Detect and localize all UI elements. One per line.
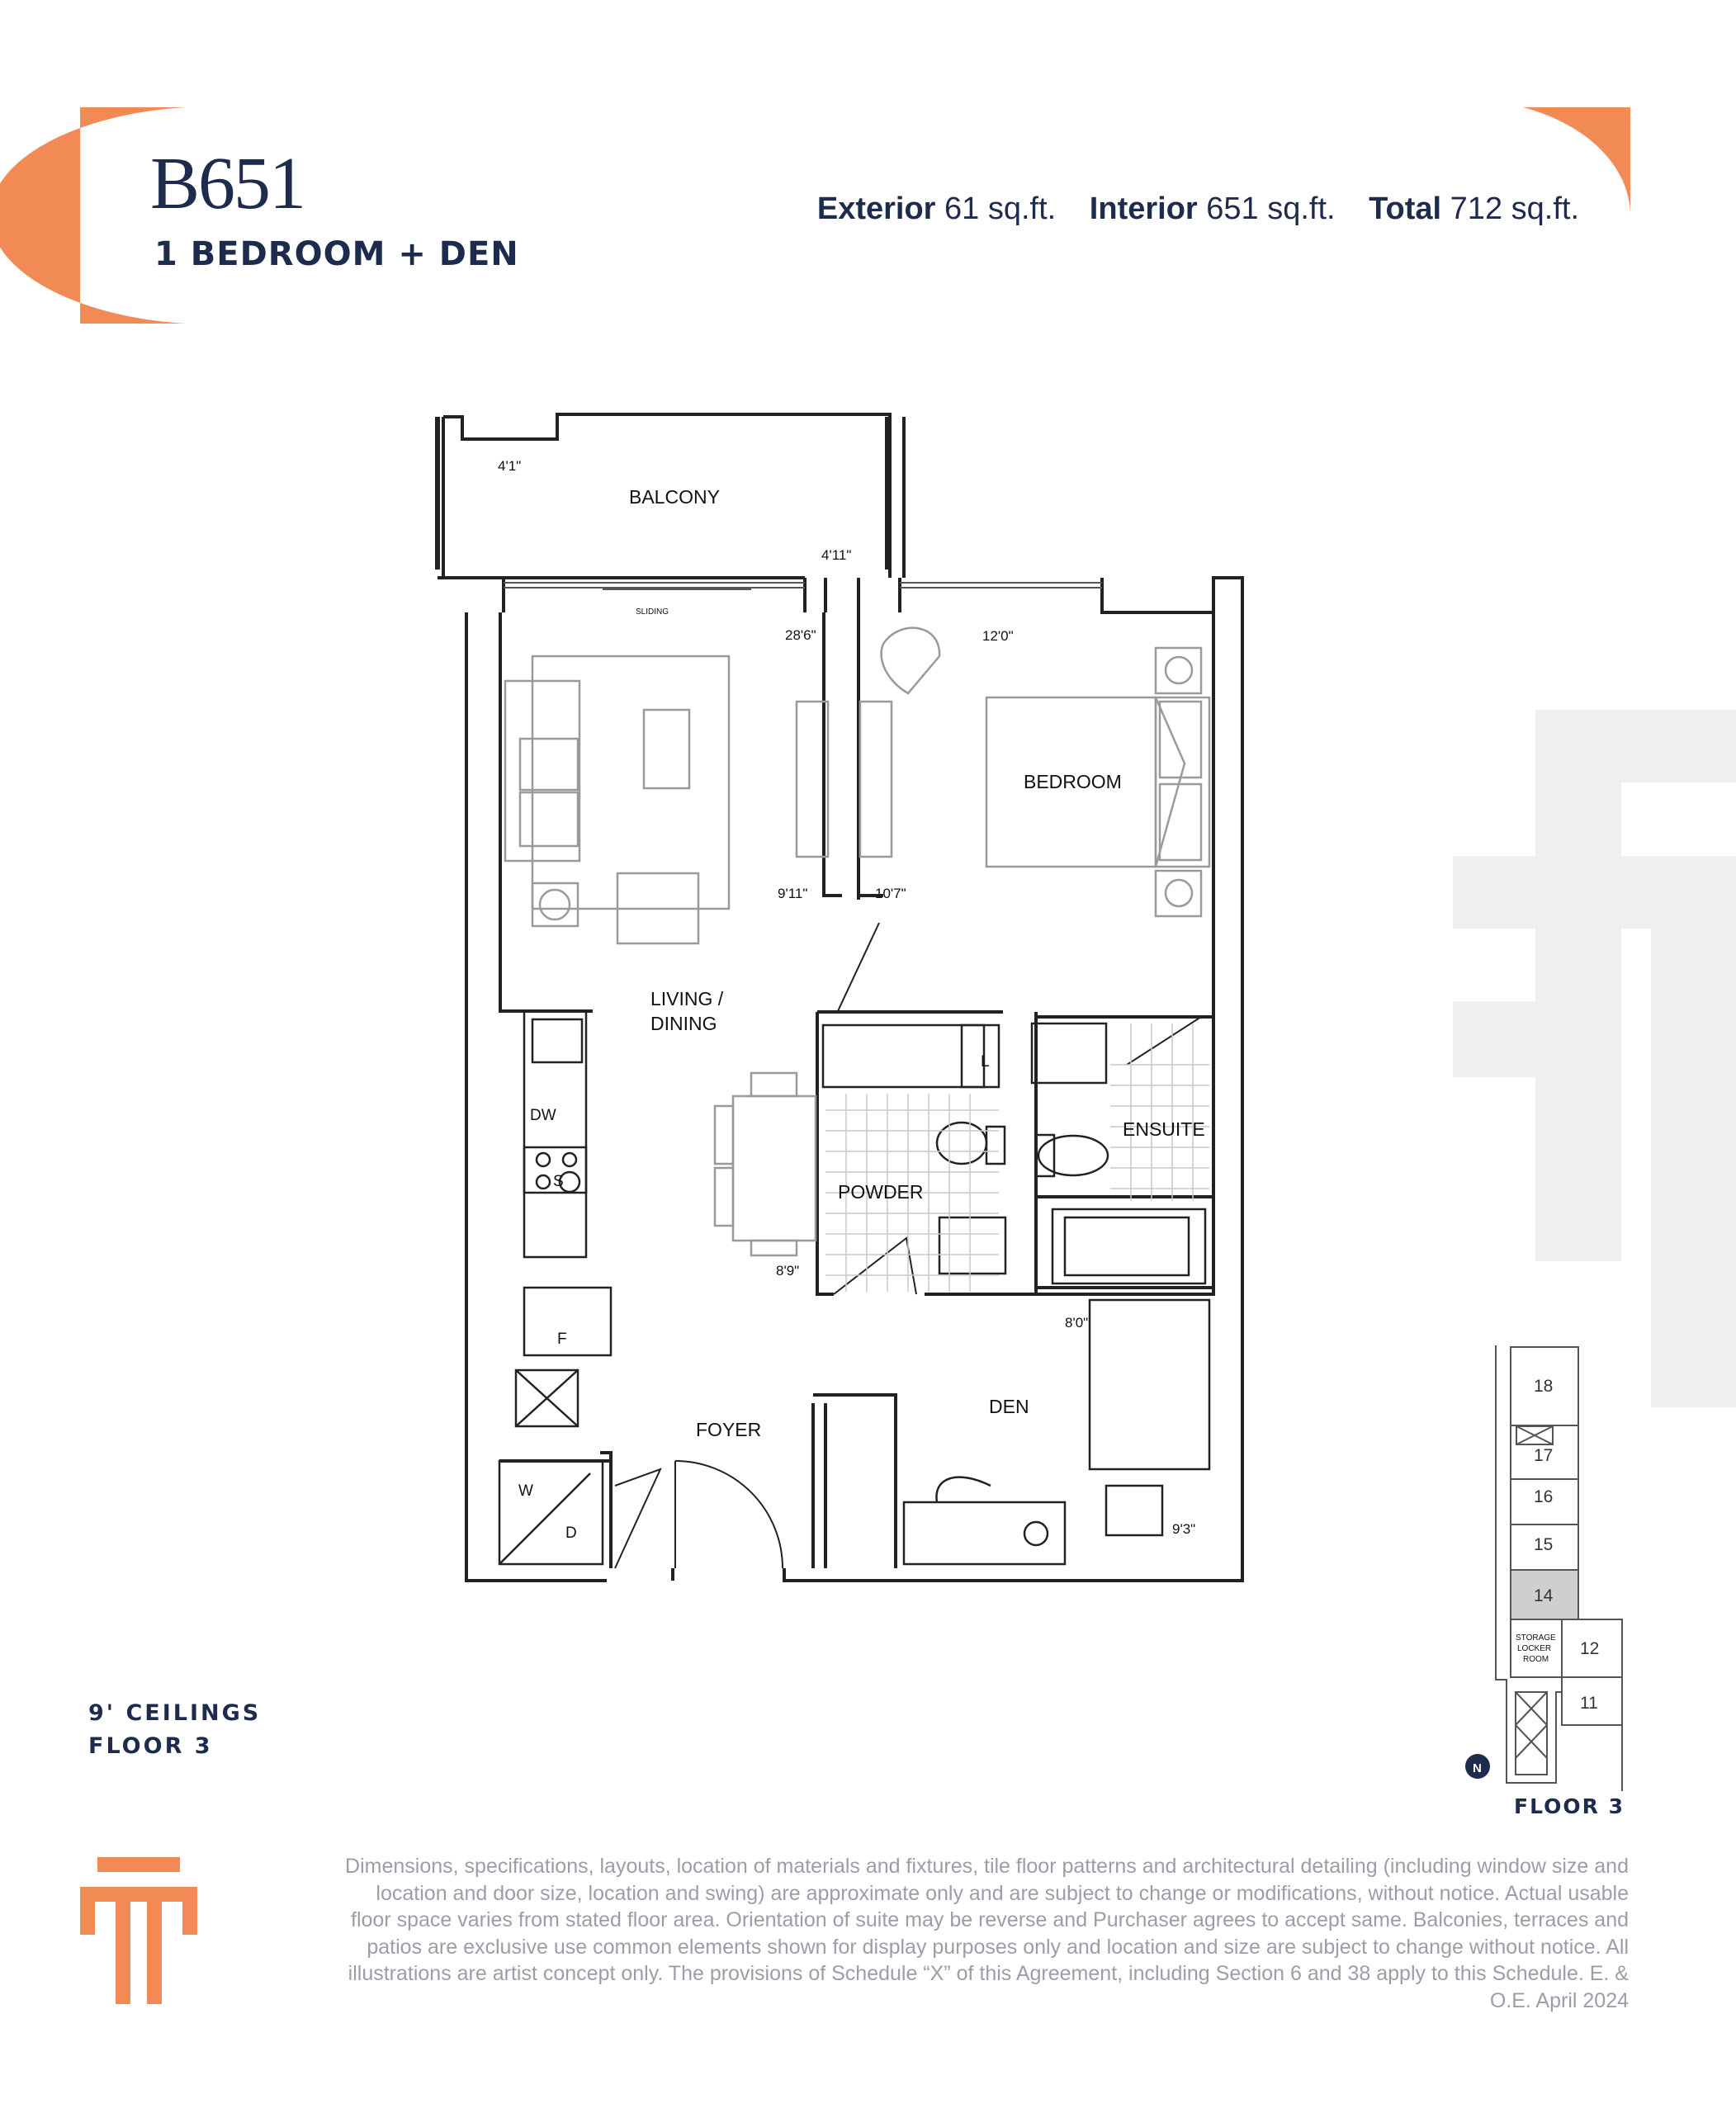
area-total-value: 712 sq.ft. [1450,191,1579,226]
disclaimer-text: Dimensions, specifications, layouts, location of materials and fixtures, tile floor patterns and architectural detailing (including window size and location and door size, location and swing) are approximate only and are subject to change or modifications, without notice. Actual usable floor space varies from stated floor area. Orientation of suite may be reverse and Purchaser agrees to accept same. Balconies, terraces and patios are exclusive use common elements shown for display purposes only and location and size are subject to change without notice. All illustrations are artist concept only. The provisions of Schedule “X” of this Agreement, including Section 6 and 38 apply to this Schedule. E. & O.E. April 2024 [345,1855,1629,2012]
dim-den-length: 8'0" [1065,1315,1089,1331]
dim-living-length: 28'6" [785,627,816,643]
dim-living-width: 9'11" [778,886,808,901]
key-plan-floor-label: FLOOR 3 [1514,1794,1625,1818]
unit-code: B651 [150,143,305,225]
key-storage-1: STORAGE [1516,1633,1556,1643]
stove-label: S [553,1173,564,1190]
dim-den-width: 9'3" [1172,1521,1196,1537]
dim-bedroom-length: 12'0" [982,628,1014,644]
laundry-label: L [981,1053,990,1071]
exterior-walls [438,414,1242,1581]
key-unit-18: 18 [1534,1377,1554,1396]
room-label-powder: POWDER [838,1181,924,1203]
room-label-living-1: LIVING / [650,988,724,1009]
dim-balcony-depth: 4'1" [498,458,522,474]
dim-powder: 8'9" [776,1263,800,1279]
room-label-bedroom: BEDROOM [1024,771,1122,792]
dim-balcony-depth-2: 4'11" [821,547,852,563]
floor-number: FLOOR 3 [88,1733,213,1759]
key-storage-2: LOCKER [1517,1644,1552,1653]
key-plan [1496,1345,1622,1791]
living-furniture [505,656,892,1255]
kitchen [499,1011,611,1564]
washer-label: W [518,1482,533,1500]
dishwasher-label: DW [530,1107,556,1124]
tile-patterns [825,1023,1209,1292]
fridge-label: F [557,1331,567,1348]
area-total-label: Total [1369,191,1442,226]
unit-type: 1 BEDROOM + DEN [154,235,519,273]
ceiling-height: 9' CEILINGS [88,1700,262,1726]
area-exterior-label: Exterior [816,191,936,226]
room-label-balcony: BALCONY [629,486,720,508]
windows [504,583,1102,589]
room-label-living-2: DINING [650,1013,717,1034]
room-label-ensuite: ENSUITE [1123,1118,1205,1140]
key-unit-16: 16 [1534,1487,1554,1506]
dim-bedroom-width: 10'7" [875,886,906,901]
sliding-label: SLIDING [636,607,669,617]
room-label-den: DEN [989,1396,1029,1417]
key-unit-11: 11 [1580,1694,1598,1713]
area-interior-value: 651 sq.ft. [1206,191,1336,226]
key-storage-3: ROOM [1523,1655,1549,1664]
area-exterior-value: 61 sq.ft. [944,191,1057,226]
key-unit-12: 12 [1580,1639,1600,1658]
room-label-foyer: FOYER [696,1419,762,1440]
key-unit-15: 15 [1534,1535,1554,1554]
area-interior-label: Interior [1089,191,1198,226]
dryer-label: D [565,1524,577,1542]
north-arrow-label: N [1473,1761,1482,1775]
key-unit-14: 14 [1534,1586,1554,1605]
key-unit-17: 17 [1534,1446,1554,1465]
